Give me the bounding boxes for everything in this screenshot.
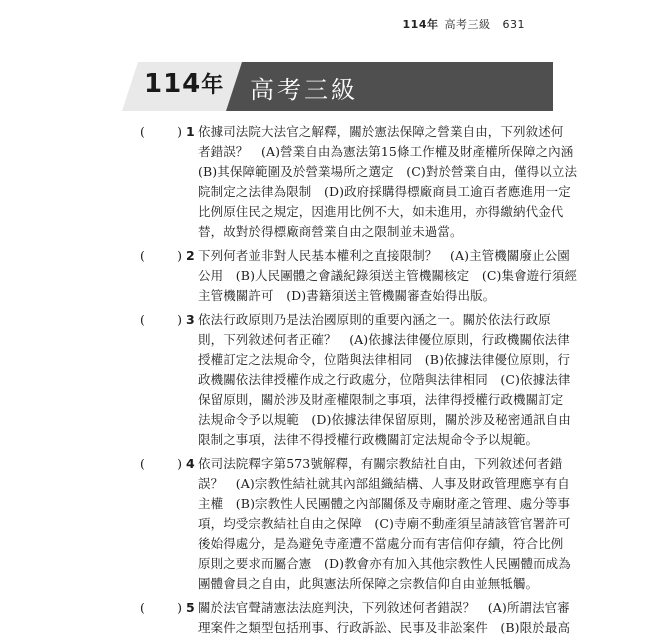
question-text-line: 主管機關許可 (D)書籍須送主管機關審查始得出版。 (198, 288, 496, 303)
header-year: 114年 (402, 18, 439, 31)
answer-paren-open: ( (140, 248, 145, 263)
answer-paren-open: ( (140, 312, 145, 327)
answer-paren-close: ) (177, 600, 182, 615)
question-text-line: 下列何者並非對人民基本權利之直接限制？ (A)主管機關廢止公園 (198, 248, 570, 263)
question-text-line: 項，均受宗教結社自由之保障 (C)寺廟不動產須呈請該管官署許可 (198, 516, 571, 531)
question-number: 2 (186, 248, 195, 263)
banner-year (144, 68, 224, 99)
question-text-line: 者錯誤？ (A)營業自由為憲法第15條工作權及財產權所保障之內涵 (198, 144, 574, 159)
question-text-line: 法規命令予以規範 (D)依據法律保留原則，關於涉及秘密通訊自由 (198, 412, 571, 427)
header-exam: 高考三級 (444, 18, 491, 31)
section-banner (122, 62, 553, 111)
answer-paren-open: ( (140, 600, 145, 615)
answer-paren-close: ) (177, 124, 182, 139)
question-text-line: 替，故對於得標廠商營業自由之限制並未過當。 (198, 224, 463, 239)
question-item (0, 122, 655, 242)
question-text-line: 理案件之類型包括刑事、行政訴訟、民事及非訟案件 (B)限於最高 (198, 620, 571, 635)
banner-exam-title: 高考三級 (250, 76, 358, 104)
question-number: 4 (186, 456, 195, 471)
question-text-line: 限制之事項，法律不得授權行政機關訂定法規命令予以規範。 (198, 432, 539, 447)
question-text-line: 團體會員之自由，此與憲法所保障之宗教信仰自由並無牴觸。 (198, 576, 539, 591)
question-text-line: 則，下列敘述何者正確？ (A)依據法律優位原則，行政機關依法律 (198, 332, 570, 347)
answer-paren-close: ) (177, 248, 182, 263)
question-item (0, 310, 655, 450)
question-item (0, 246, 655, 306)
question-text-line: 保留原則，關於涉及財產權限制之事項，法律得授權行政機關訂定 (198, 392, 564, 407)
answer-paren-close: ) (177, 312, 182, 327)
question-text-line: 院制定之法律為限制 (D)政府採購得標廠商員工逾百者應進用一定 (198, 184, 571, 199)
question-text-line: 依據司法院大法官之解釋，關於憲法保障之營業自由，下列敘述何 (198, 124, 564, 139)
question-text-line: 授權訂定之法規命令，位階與法律相同 (B)依據法律優位原則，行 (198, 352, 571, 367)
page-number: 631 (502, 18, 525, 31)
question-text-line: 依司法院釋字第573號解釋，有關宗教結社自由，下列敘述何者錯 (198, 456, 563, 471)
answer-blank (140, 310, 182, 329)
question-text-line: 公用 (B)人民團體之會議紀錄須送主管機關核定 (C)集會遊行須經 (198, 268, 578, 283)
question-text-line: 依法行政原則乃是法治國原則的重要內涵之一。關於依法行政原 (198, 312, 551, 327)
answer-blank (140, 122, 182, 141)
running-header (403, 16, 525, 32)
answer-paren-open: ( (140, 456, 145, 471)
question-item (0, 454, 655, 594)
answer-blank (140, 454, 182, 473)
question-item (0, 598, 655, 638)
banner-year-unit: 年 (201, 73, 225, 98)
question-text-line: 後始得處分，是為避免寺產遭不當處分而有害信仰存續，符合比例 (198, 536, 564, 551)
question-text-line: 主權 (B)宗教性人民團體之內部關係及寺廟財產之管理、處分等事 (198, 496, 571, 511)
question-text-line: (B)其保障範圍及於營業場所之選定 (C)對於營業自由，僅得以立法 (198, 164, 578, 179)
question-number: 5 (186, 600, 195, 615)
answer-blank (140, 246, 182, 265)
question-text-line: 關於法官聲請憲法法庭判決，下列敘述何者錯誤？ (A)所謂法官審 (198, 600, 570, 615)
answer-blank (140, 598, 182, 617)
question-text-line: 原則之要求而屬合憲 (D)教會亦有加入其他宗教性人民團體而成為 (198, 556, 571, 571)
question-list (0, 122, 655, 642)
question-text-line: 比例原住民之規定，因進用比例不大，如未進用，亦得繳納代金代 (198, 204, 564, 219)
question-number: 3 (186, 312, 195, 327)
question-number: 1 (186, 124, 195, 139)
answer-paren-close: ) (177, 456, 182, 471)
answer-paren-open: ( (140, 124, 145, 139)
banner-year-number: 114 (144, 69, 202, 99)
question-text-line: 政機關依法律授權作成之行政處分，位階與法律相同 (C)依據法律 (198, 372, 571, 387)
question-text-line: 誤？ (A)宗教性結社就其內部組織結構、人事及財政管理應享有自 (198, 476, 570, 491)
